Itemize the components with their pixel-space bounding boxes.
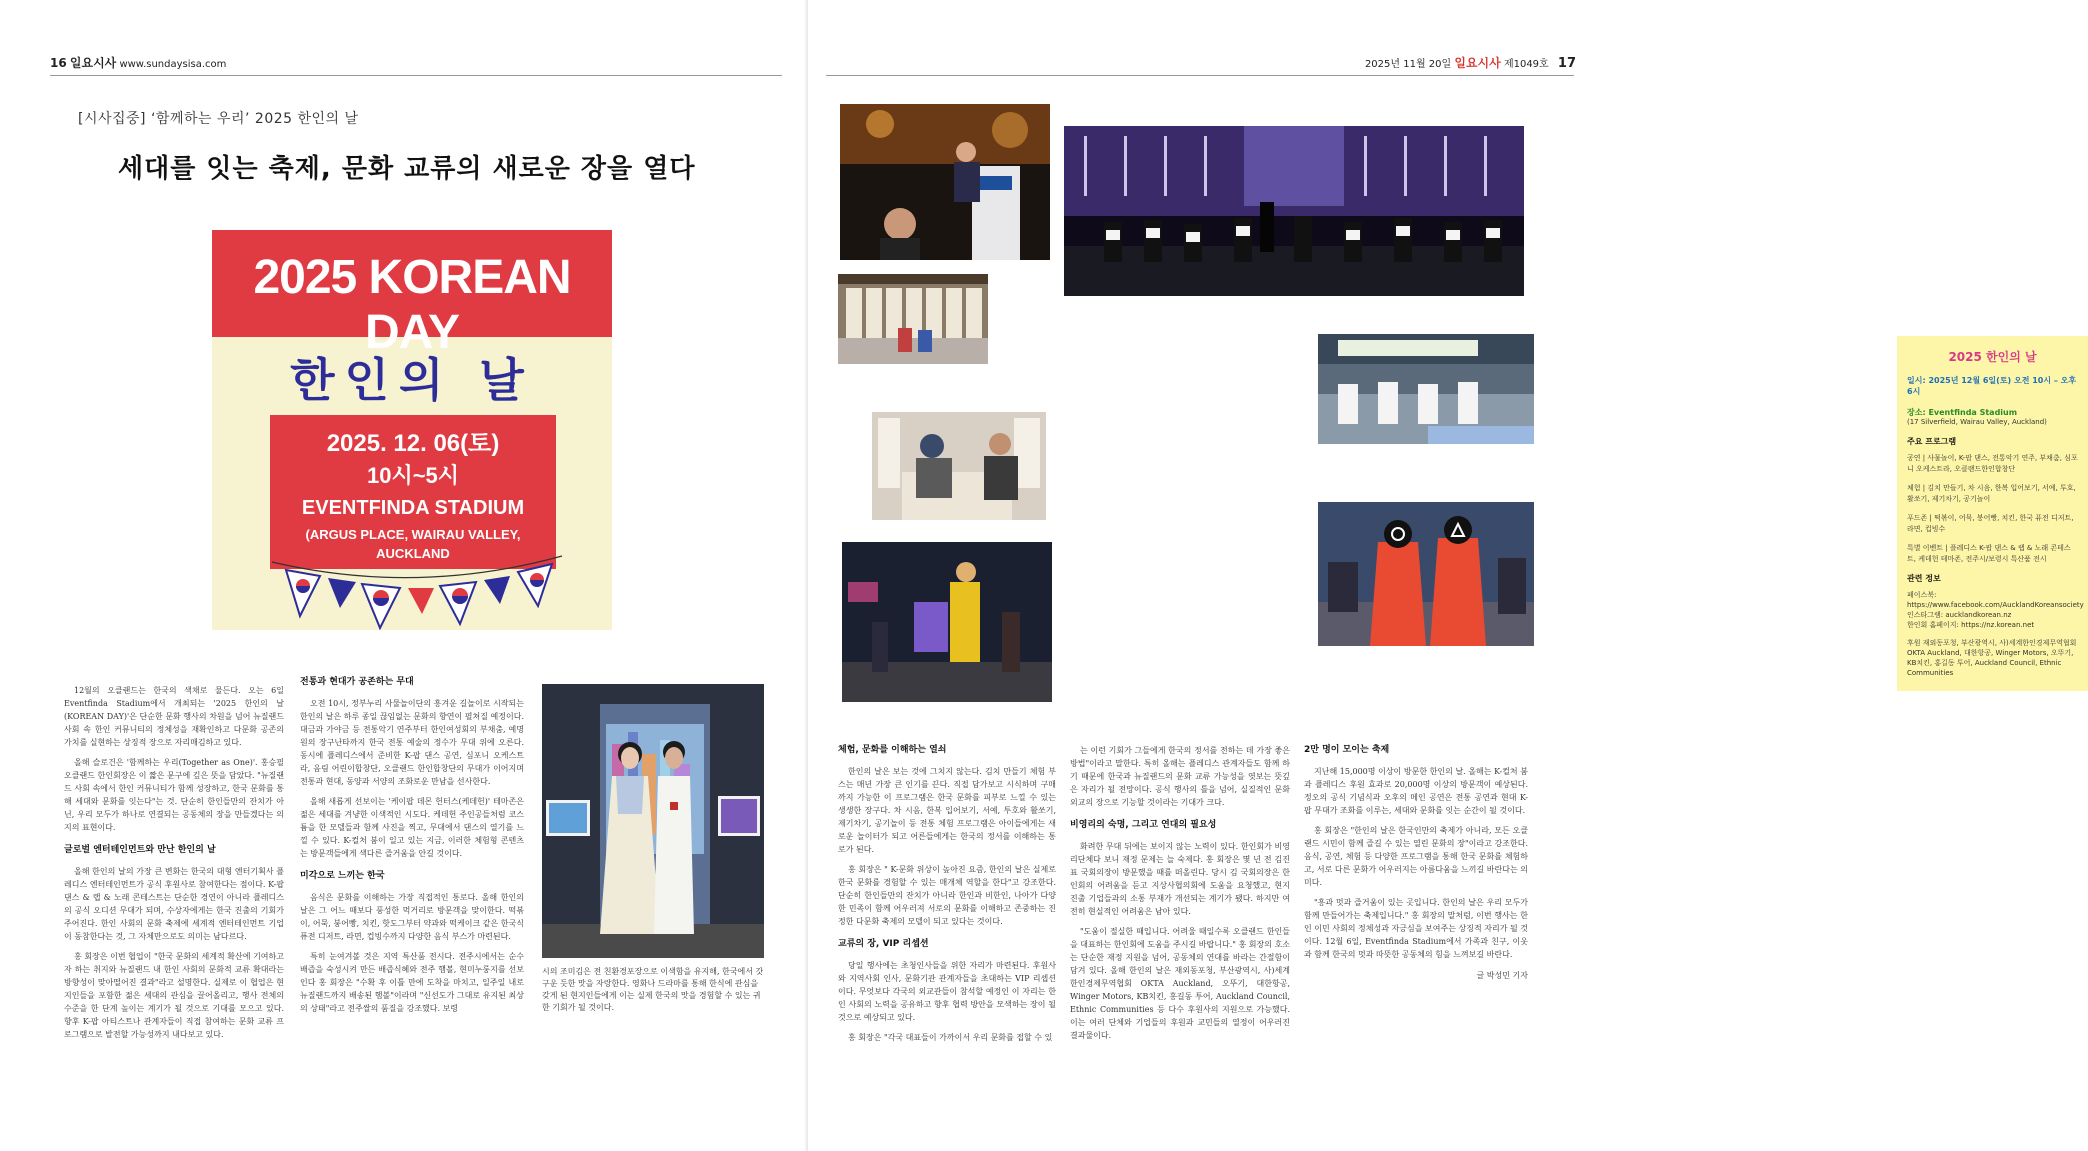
flag-bunting-graphic — [272, 548, 562, 630]
info-box-sponsors: 후원 재외동포청, 부산광역시, 사)세계한인경제무역협회 OKTA Auckland, 대한항공, Winger Motors, 오뚜기, KB치킨, 홍길동 투어, Auckland Council, Ethnic Communities — [1907, 639, 2077, 677]
costume-theme-photo — [1318, 502, 1534, 646]
right-page — [808, 0, 2084, 1151]
tea-ceremony-photo — [1318, 334, 1534, 444]
paragraph: 올해 슬로건은 '함께하는 우리(Together as One)'. 홍승필 오클랜드 한인회장은 이 짧은 문구에 깊은 뜻을 담았다. "뉴질랜드 사회 속에서 한인 커뮤니티가 함께 성장하고, 한국 문화를 통해 세대와 문화를 잇는다"는 것. 단순히 한인들만의 잔치가 아닌, 우리 모두가 하나로 연결되는 공동체의 장을 만들겠다는 의지의 표현이다. — [64, 758, 284, 832]
right-header-rule — [826, 75, 1574, 76]
speaker-podium-photo — [840, 104, 1050, 260]
couple-photo-caption: 시의 조미김은 전 친환경포장으로 이색함을 유지해, 한국에서 갓 구운 듯한 맛을 자랑한다. 영화나 드라마를 통해 한식에 관심을 갖게 된 현지인들에게 이는 실제 한국의 맛을 경험할 수 있는 귀한 기회가 될 것이다. — [542, 967, 764, 1012]
left-page — [0, 0, 808, 1151]
paragraph: 홍 회장은 "한인의 날은 한국인만의 축제가 아니라, 모든 오클랜드 시민이 함께 즐길 수 있는 열린 문화의 장"이라고 강조한다. 음식, 공연, 체험 등 다양한 프로그램을 통해 한국 문화를 체험하고, 서로 다른 문화가 어우러지는 아름다움을 느끼길 바란다는 의미다. — [1304, 826, 1528, 887]
k-pop-dance-photo — [842, 542, 1052, 702]
paragraph: 올해 새롭게 선보이는 '케이팝 데몬 헌터스(케데헌)' 테마존은 젊은 세대를 겨냥한 이색적인 시도다. 케데헌 주인공들처럼 코스튬을 한 모델들과 함께 사진을 찍고, 무대에서 댄스의 열기를 느낄 수 있다. K-컬처 붐이 일고 있는 지금, 이러한 체험형 콘텐츠는 방문객들에게 색다른 즐거움을 안길 것이다. — [300, 797, 524, 858]
info-box-program-performance: 공연 | 사물놀이, K-팝 댄스, 전통악기 연주, 부채춤, 심포니 오케스트라, 오클랜드한인합창단 — [1907, 454, 2078, 473]
bunting-flag — [286, 570, 320, 616]
paragraph: 올해 한인의 날의 가장 큰 변화는 한국의 대형 엔터기획사 플레디스 엔터테인먼트가 공식 후원사로 참여한다는 점이다. K-팝 댄스 & 랩 & 노래 콘테스트는 단순한 경연이 아니라 플레디스의 공식 오디션 무대가 되며, 수상자에게는 한국 진출의 기회가 주어진다. 한인 사회의 문화 축제에 세계적 엔터테인먼트 기업이 동참한다는 것, 그 자체만으로도 의미는 남다르다. — [64, 867, 284, 941]
paragraph: 홍 회장은 " K-문화 위상이 높아진 요즘, 한인의 날은 실제로 한국 문화를 경험할 수 있는 매개체 역할을 한다"고 강조한다. 단순히 한인들만의 잔치가 아니라 한인과 비한인, 나아가 다양한 민족이 함께 어우러져 서로의 문화를 이해하고 존중하는 진정한 다문화 축제의 모델이 되고 있다는 것이다. — [838, 865, 1056, 926]
left-page-number: 16 — [50, 56, 67, 70]
byline: 글 박성민 기자 — [1476, 971, 1528, 980]
poster-title: 2025 KOREAN DAY — [253, 251, 571, 359]
paragraph: 한인의 날은 보는 것에 그치지 않는다. 김치 만들기 체험 부스는 매년 가장 큰 인기를 끈다. 직접 담가보고 시식하며 구매까지 가능한 이 프로그램은 한국 문화를 피부로 느낄 수 있는 생생한 장구다. 차 시음, 한복 입어보기, 서예, 투호와 활쏘기, 제기차기, 공기놀이 등 전통 체험 프로그램은 아이들에게는 새로운 놀이터가 되고 어른들에게는 한국의 정서를 이해하는 통로가 된다. — [838, 767, 1056, 854]
left-column-2 — [300, 676, 524, 1096]
subheading: 2만 명이 모이는 축제 — [1304, 745, 1390, 755]
paragraph: 음식은 문화를 이해하는 가장 직접적인 통로다. 올해 한인의 날은 그 어느 때보다 풍성한 먹거리로 방문객을 맞이한다. 떡볶이, 어묵, 붕어빵, 치킨, 핫도그부터 약과와 떡케이크 같은 한국식 퓨전 디저트, 라면, 컵빙수까지 다양한 음식 부스가 마련된다. — [300, 893, 524, 941]
right-folio-date: 2025년 11월 20일 — [1364, 59, 1452, 70]
info-box-facebook-link[interactable]: 페이스북: https://www.facebook.com/AucklandKoreansociety — [1907, 591, 2084, 609]
bunting-flag — [518, 564, 552, 606]
subheading: 글로벌 엔터테인먼트와 만난 한인의 날 — [64, 845, 216, 855]
event-info-box — [1897, 336, 2088, 691]
paragraph: 12월의 오클랜드는 한국의 색채로 물든다. 오는 6일 Eventfinda Stadium에서 개최되는 '2025 한인의 날(KOREAN DAY)'은 단순한 문화 행사의 차원을 넘어 뉴질랜드 사회 속 한인 커뮤니티의 정체성을 재확인하고 다문화 공존의 가치를 실현하는 상징적 장으로 자리매김하고 있다. — [64, 686, 284, 747]
right-folio — [1365, 54, 1576, 71]
subheading: 미각으로 느끼는 한국 — [300, 871, 385, 881]
calligraphy-demo-photo — [872, 412, 1046, 520]
left-folio — [50, 54, 226, 71]
poster-info-box — [270, 415, 556, 569]
paragraph: 화려한 무대 뒤에는 보이지 않는 노력이 있다. 한인회가 비영리단체다 보니 재정 문제는 늘 숙제다. 홍 회장은 몇 년 전 김진표 국회의장이 방문했을 때를 떠올린다. 당시 김 국회의장은 한인회의 어려움을 듣고 지상사협의회에 도움을 요청했고, 현지 진출 기업들과의 소통 부재가 개선되는 계기가 됐다. 하지만 여전히 현실적인 어려움은 남아 있다. — [1070, 842, 1290, 916]
info-box-date: 일시: 2025년 12월 6일(토) 오전 10시 – 오후 6시 — [1907, 376, 2077, 396]
left-header-rule — [50, 75, 782, 76]
info-box-program-food: 푸드존 | 떡볶이, 어묵, 붕어빵, 치킨, 한국 퓨전 디저트, 라면, 컵빙수 — [1907, 514, 2074, 533]
right-folio-issue: 제1049호 — [1503, 59, 1549, 70]
right-page-number: 17 — [1557, 56, 1576, 71]
poster-address: (ARGUS PLACE, WAIRAU VALLEY, AUCKLAND — [305, 527, 521, 561]
info-box-homepage-link[interactable]: 한인회 홈페이지: https://nz.korean.net — [1907, 621, 2035, 629]
paragraph: "흥과 멋과 즐거움이 있는 곳입니다. 한인의 날은 우리 모두가 함께 만들어가는 축제입니다." 홍 회장의 말처럼, 이번 행사는 한인 이민 사회의 정체성과 자긍심을 보여주는 상징적 자리가 될 것이다. 12월 6일, Eventfinda Stadium에서 가족과 친구, 이웃과 함께 한국의 멋과 따뜻한 공동체의 힘을 느껴보길 바란다. — [1304, 898, 1528, 959]
bunting-flag — [362, 584, 400, 628]
right-folio-name: 일요시사 — [1454, 56, 1501, 70]
subheading: 전통과 현대가 공존하는 무대 — [300, 677, 414, 687]
left-folio-name: 일요시사 — [69, 56, 117, 70]
paragraph: 는 이런 기회가 그들에게 한국의 정서를 전하는 데 가장 좋은 방법"이라고 말한다. 특히 올해는 플레디스 관계자들도 함께 하기 때문에 한국과 뉴질랜드의 문화 교류 가능성을 엿보는 뜻깊은 자리가 될 전망이다. 공식 행사의 틀을 넘어, 실질적인 문화 외교의 장으로 기능할 것이라는 기대가 크다. — [1070, 746, 1290, 807]
paragraph: 지난해 15,000명 이상이 방문한 한인의 날. 올해는 K-컬처 붐과 플레디스 후원 효과로 20,000명 이상의 방문객이 예상된다. 정오의 공식 기념식과 오후의 메인 공연은 전통 공연과 현대 K-팝 무대가 조화를 이루는, 세대와 문화를 잇는 순간이 될 것이다. — [1304, 767, 1528, 815]
info-box-instagram-link[interactable]: 인스타그램: aucklandkorean.nz — [1907, 611, 2012, 619]
info-box-info-heading: 관련 정보 — [1907, 574, 1941, 583]
poster-venue: EVENTFINDA STADIUM — [301, 497, 525, 519]
subheading: 체험, 문화를 이해하는 열쇠 — [838, 745, 947, 755]
calligraphy-exhibit-photo — [838, 274, 988, 364]
paragraph: 홍 회장은 "각국 대표들이 가까이서 우리 문화를 접할 수 있 — [848, 1033, 1053, 1042]
paragraph: 특히 눈여겨볼 것은 지역 특산품 전시다. 전주시에서는 순수 배즙을 숙성시켜 만든 배즙식혜와 전주 햄볼, 현미누룽지를 선보인다 홍 회장은 "수확 후 이틀 만에 도착을 마치고, 일주일 내로 뉴질랜드까지 배송된 햄볼"이라며 "신선도가 그대로 유지된 최상의 상태"라고 전주쌀의 품질을 강조했다. 보령 — [300, 952, 524, 1013]
right-column-3 — [1304, 744, 1528, 1094]
poster-korean-title: 한인의 날 — [290, 353, 534, 407]
paragraph: 홍 회장은 이번 협업이 "한국 문화의 세계적 확산에 기여하고자 하는 취지와 뉴질랜드 내 한인 사회의 문화적 교류 확대라는 방향성이 맞아떨어진 결과"라고 설명한다. 실제로 이 협업은 현지인들을 포함한 젊은 세대의 관심을 끌어올리고, 행사 전체의 수준을 한 단계 높이는 계기가 될 것으로 기대를 모으고 있다. 향후 K-팝 아티스트나 관계자들이 직접 참여하는 문화 교류 프로그램으로 발전할 가능성까지 내다보고 있다. — [64, 952, 284, 1039]
paragraph: "도움이 절실한 때입니다. 어려울 때일수록 오클랜드 한인들을 대표하는 한인회에 도움을 주시길 바랍니다." 홍 회장의 호소는 단순한 재정 지원을 넘어, 공동체의 연대를 바라는 간절함이 담겨 있다. 올해 한인의 날은 재외동포청, 부산광역시, 사)세계한인경제무역협회 OKTA Auckland, 오뚜기, 대한항공, Winger Motors, KB치킨, 홍길동 투어, Auckland Council, Ethnic Communities 등 다수 후원사의 지원으로 가능했다. 이는 여러 단체와 기업들의 후원과 교민들의 열정이 어우러진 결과물이다. — [1070, 927, 1290, 1040]
hanbok-couple-photo — [542, 684, 764, 958]
info-box-programs-heading: 주요 프로그램 — [1907, 437, 1957, 446]
left-column-1 — [64, 684, 284, 1094]
poster-time: 10시~5시 — [366, 463, 460, 488]
orchestra-stage-photo — [1064, 126, 1524, 296]
info-box-title: 2025 한인의 날 — [1948, 350, 2037, 364]
info-box-program-special: 특별 이벤트 | 플레디스 K-팝 댄스 & 랩 & 노래 콘테스트, 케데헌 테마존, 전주시/보령시 특산품 전시 — [1907, 544, 2071, 563]
left-folio-url: www.sundaysisa.com — [119, 59, 227, 70]
headline: 세대를 잇는 축제, 문화 교류의 새로운 장을 열다 — [118, 154, 696, 184]
right-column-2 — [1070, 744, 1290, 1094]
subheading: 비영리의 숙명, 그리고 연대의 필요성 — [1070, 820, 1217, 830]
info-box-venue: 장소: Eventfinda Stadium — [1907, 408, 2018, 417]
bunting-flag — [440, 582, 476, 624]
subheading: 교류의 장, VIP 리셉션 — [838, 939, 929, 949]
kicker: [시사집중] ‘함께하는 우리’ 2025 한인의 날 — [78, 111, 359, 127]
paragraph: 오전 10시, 정부누리 사물놀이단의 흥겨운 길놀이로 시작되는 한인의 날은 하루 종일 끊임없는 문화의 향연이 펼쳐질 예정이다. 대금과 가야금 등 전통악기 연주부터 한인여성회의 부채춤, 예명원의 장구난타까지 한국 전통 예술의 정수가 무대 위에 오른다. 동시에 플레디스에서 준비한 K-팝 댄스 공연, 심포니 오케스트라, 음림 어린이합창단, 오클랜드 한인합창단의 무대가 이어지며 전통과 현대, 동양과 서양의 조화로운 만남을 선사한다. — [300, 699, 524, 786]
right-column-1 — [838, 744, 1056, 1094]
paragraph: 당일 행사에는 초청인사들을 위한 자리가 마련된다. 후원사와 지역사회 인사, 문화기관 관계자들을 초대하는 VIP 리셉션이다. 무엇보다 각국의 외교관들이 참석할 예정인 이 자리는 한인 사회의 노력을 공유하고 향후 협력 방안을 모색하는 장이 될 것으로 예상되고 있다. — [838, 961, 1056, 1022]
poster-date: 2025. 12. 06(토) — [326, 430, 500, 457]
korean-day-poster — [212, 230, 612, 630]
info-box-program-experience: 체험 | 김치 만들기, 차 시음, 한복 입어보기, 서예, 투호, 활쏘기, 제기차기, 공기놀이 — [1907, 484, 2076, 503]
info-box-address: (17 Silverfield, Wairau Valley, Auckland) — [1907, 418, 2047, 426]
